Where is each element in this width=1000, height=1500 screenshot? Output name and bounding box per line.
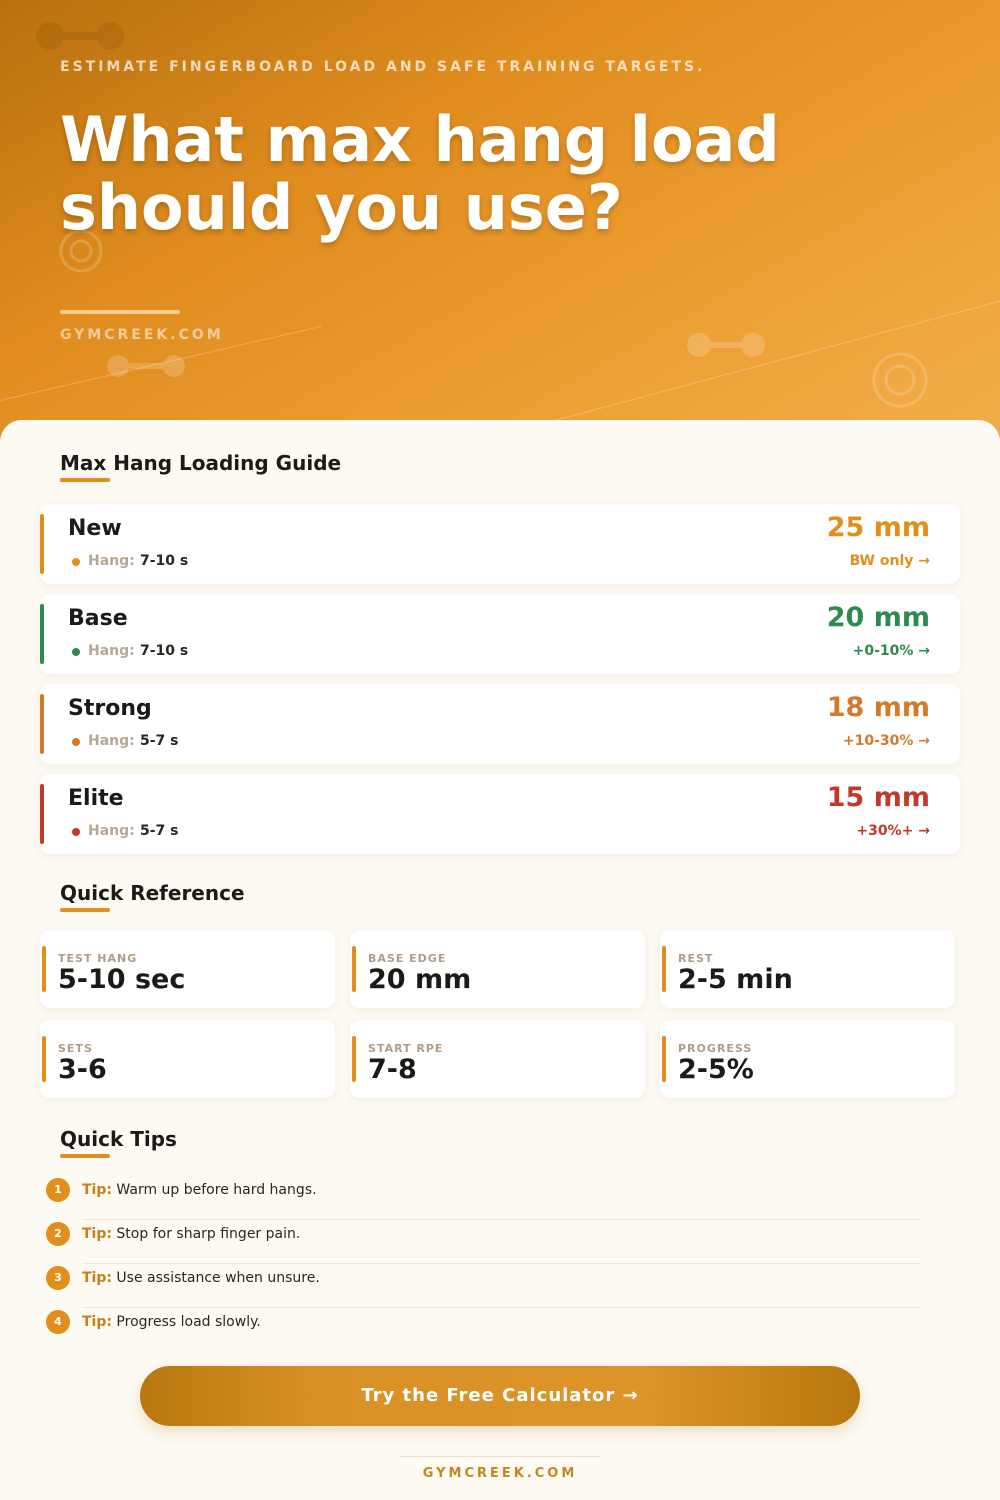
level-color-bar: [40, 514, 44, 574]
load-link[interactable]: BW only →: [849, 553, 930, 569]
load-link[interactable]: +10-30% →: [842, 733, 930, 749]
reference-card-test-hang: [40, 930, 335, 1008]
level-name: Elite: [68, 786, 124, 811]
reference-section-title: Quick Reference: [60, 881, 245, 905]
weight-plate-icon: [870, 350, 930, 410]
level-color-bar: [40, 784, 44, 844]
guide-section-title: Max Hang Loading Guide: [60, 451, 342, 475]
page-title: What max hang load should you use?: [60, 103, 780, 244]
level-name: New: [68, 516, 122, 541]
edge-size: 18 mm: [826, 692, 930, 723]
level-name: Strong: [68, 696, 152, 721]
guide-row-strong: [40, 684, 960, 764]
edge-size: 25 mm: [826, 512, 930, 543]
section-underline: [60, 1154, 110, 1158]
hang-label: Hang:: [88, 823, 135, 839]
hang-duration: 5-7 s: [140, 823, 179, 839]
tip-item: [46, 1266, 920, 1310]
guide-row-base: [40, 594, 960, 674]
tip-text: [82, 1226, 300, 1242]
hang-label: Hang:: [88, 733, 135, 749]
level-dot: [72, 558, 80, 566]
load-link[interactable]: +0-10% →: [852, 643, 930, 659]
tips-section-title: Quick Tips: [60, 1127, 177, 1151]
tip-key: Tip:: [82, 1314, 112, 1330]
level-color-bar: [40, 604, 44, 664]
hero-site-name: GYMCREEK.COM: [60, 327, 224, 343]
tip-text: [82, 1182, 317, 1198]
reference-value: 5-10 sec: [58, 964, 186, 995]
hang-duration: 5-7 s: [140, 733, 179, 749]
tip-divider: [82, 1307, 920, 1308]
hang-label: Hang:: [88, 643, 135, 659]
edge-size: 20 mm: [826, 602, 930, 633]
tip-body: Warm up before hard hangs.: [116, 1182, 317, 1198]
tip-key: Tip:: [82, 1226, 112, 1242]
section-underline: [60, 908, 110, 912]
edge-size: 15 mm: [826, 782, 930, 813]
tip-body: Stop for sharp finger pain.: [116, 1226, 301, 1242]
reference-value: 2-5 min: [678, 964, 793, 995]
reference-value: 20 mm: [368, 964, 472, 995]
reference-card-progress: [660, 1020, 955, 1098]
hero-eyebrow: ESTIMATE FINGERBOARD LOAD AND SAFE TRAINING TARGETS.: [60, 59, 706, 75]
tip-number-badge: 2: [46, 1222, 70, 1246]
accent-bar: [42, 1036, 46, 1082]
reference-value: 2-5%: [678, 1054, 754, 1085]
hang-label: Hang:: [88, 553, 135, 569]
level-color-bar: [40, 694, 44, 754]
level-dot: [72, 828, 80, 836]
hero-banner: [0, 0, 1000, 440]
reference-value: 7-8: [368, 1054, 417, 1085]
tip-number-badge: 3: [46, 1266, 70, 1290]
reference-card-rest: [660, 930, 955, 1008]
hang-duration: 7-10 s: [140, 643, 189, 659]
tip-number-badge: 1: [46, 1178, 70, 1202]
level-dot: [72, 648, 80, 656]
tip-key: Tip:: [82, 1182, 112, 1198]
tip-body: Progress load slowly.: [116, 1314, 261, 1330]
load-link[interactable]: +30%+ →: [856, 823, 930, 839]
hero-divider: [60, 310, 180, 314]
reference-label: REST: [678, 952, 714, 965]
dumbbell-icon: [686, 330, 766, 360]
reference-card-start-rpe: [350, 1020, 645, 1098]
reference-label: TEST HANG: [58, 952, 138, 965]
guide-row-new: [40, 504, 960, 584]
reference-label: START RPE: [368, 1042, 444, 1055]
accent-bar: [352, 1036, 356, 1082]
reference-label: BASE EDGE: [368, 952, 447, 965]
tip-number-badge: 4: [46, 1310, 70, 1334]
tip-divider: [82, 1219, 920, 1220]
accent-bar: [352, 946, 356, 992]
footer-site-name: GYMCREEK.COM: [422, 1466, 578, 1481]
free-calculator-button[interactable]: Try the Free Calculator →: [140, 1366, 860, 1426]
tip-body: Use assistance when unsure.: [116, 1270, 320, 1286]
tip-item: [46, 1222, 920, 1266]
tip-text: [82, 1270, 320, 1286]
section-underline: [60, 478, 110, 482]
tip-text: [82, 1314, 261, 1330]
guide-row-elite: [40, 774, 960, 854]
dumbbell-icon: [34, 18, 126, 54]
accent-bar: [42, 946, 46, 992]
tip-divider: [82, 1263, 920, 1264]
level-dot: [72, 738, 80, 746]
level-name: Base: [68, 606, 128, 631]
tip-key: Tip:: [82, 1270, 112, 1286]
accent-bar: [662, 1036, 666, 1082]
reference-card-sets: [40, 1020, 335, 1098]
reference-label: SETS: [58, 1042, 93, 1055]
footer-divider: [400, 1456, 600, 1457]
tip-item: [46, 1178, 920, 1222]
tip-item: [46, 1310, 920, 1354]
reference-value: 3-6: [58, 1054, 107, 1085]
hang-duration: 7-10 s: [140, 553, 189, 569]
reference-card-base-edge: [350, 930, 645, 1008]
accent-bar: [662, 946, 666, 992]
reference-label: PROGRESS: [678, 1042, 753, 1055]
